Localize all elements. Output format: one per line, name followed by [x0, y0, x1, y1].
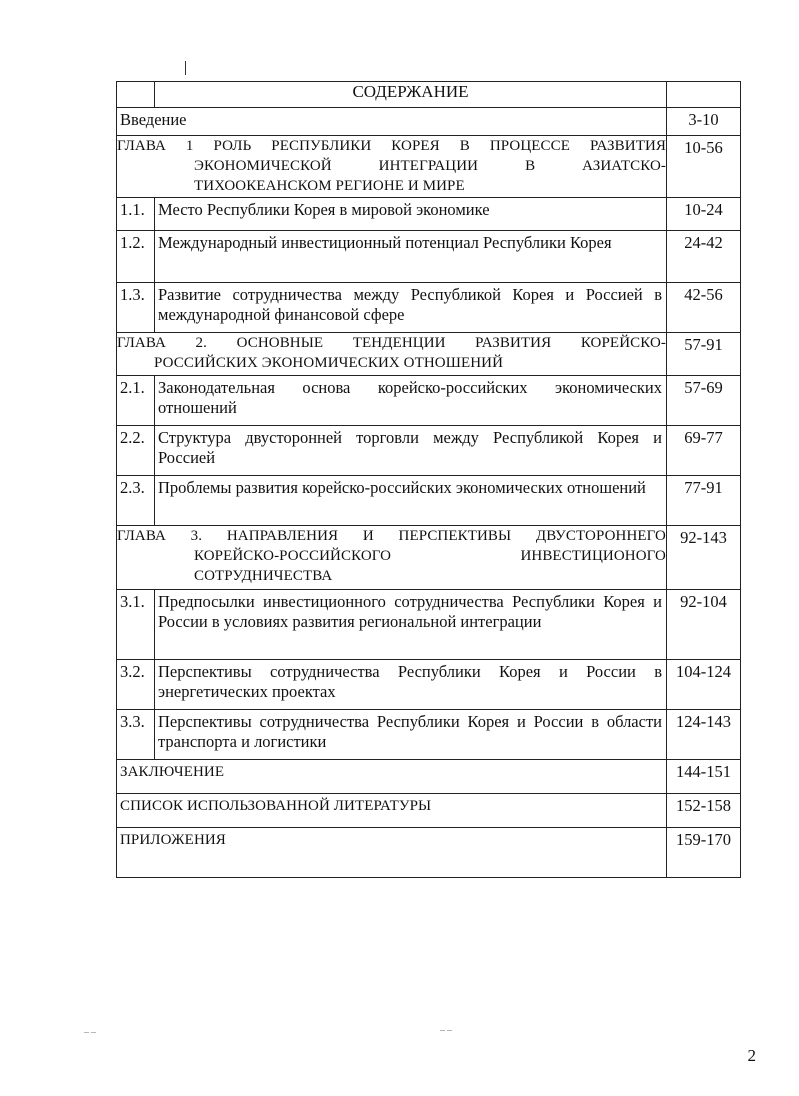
toc-title: СОДЕРЖАНИЕ [155, 82, 667, 108]
toc-row-1-3 [117, 283, 741, 333]
section-pages: 69-77 [684, 428, 723, 447]
section-number: 1.3. [120, 285, 145, 304]
section-pages: 10-24 [684, 200, 723, 219]
toc-row-1-2 [117, 231, 741, 283]
section-title: Международный инвестиционный потенциал Республики Корея [158, 233, 612, 252]
section-title: Проблемы развития корейско-российских экономических отношений [158, 478, 646, 497]
toc-row-appendix [117, 828, 741, 878]
toc-row-1-1 [117, 198, 741, 231]
table-of-contents [116, 81, 741, 878]
references-pages: 152-158 [676, 796, 731, 815]
toc-row-3-1 [117, 590, 741, 660]
section-pages: 104-124 [676, 662, 731, 681]
chapter3-line3: СОТРУДНИЧЕСТВА [194, 568, 333, 584]
toc-row-2-1 [117, 376, 741, 426]
scan-artifact: –– [84, 1027, 98, 1038]
toc-row-3-2 [117, 660, 741, 710]
references-label: СПИСОК ИСПОЛЬЗОВАННОЙ ЛИТЕРАТУРЫ [120, 798, 432, 814]
chapter1-pages: 10-56 [684, 138, 723, 157]
chapter2-line2: РОССИЙСКИХ ЭКОНОМИЧЕСКИХ ОТНОШЕНИЙ [154, 355, 504, 371]
section-title: Перспективы сотрудничества Республики Корея и России в энергетических проектах [158, 662, 662, 701]
chapter3-line2: КОРЕЙСКО-РОССИЙСКОГО ИНВЕСТИЦИОНОГО [194, 548, 666, 564]
toc-row-chapter2 [117, 333, 741, 376]
chapter1-line1: ГЛАВА 1 РОЛЬ РЕСПУБЛИКИ КОРЕЯ В ПРОЦЕССЕ РАЗВИТИЯ [117, 138, 666, 154]
chapter2-line1: ГЛАВА 2. ОСНОВНЫЕ ТЕНДЕНЦИИ РАЗВИТИЯ КОРЕЙСКО- [117, 335, 666, 351]
section-pages: 42-56 [684, 285, 723, 304]
chapter1-line2: ЭКОНОМИЧЕСКОЙ ИНТЕГРАЦИИ В АЗИАТСКО- [194, 158, 666, 174]
section-pages: 24-42 [684, 233, 723, 252]
section-pages: 77-91 [684, 478, 723, 497]
section-number: 3.1. [120, 592, 145, 611]
toc-row-references [117, 794, 741, 828]
toc-row-2-2 [117, 426, 741, 476]
section-number: 3.3. [120, 712, 145, 731]
toc-row-conclusion [117, 760, 741, 794]
section-title: Перспективы сотрудничества Республики Корея и России в области транспорта и логистики [158, 712, 662, 751]
section-number: 2.1. [120, 378, 145, 397]
intro-label: Введение [120, 110, 187, 129]
section-number: 3.2. [120, 662, 145, 681]
appendix-label: ПРИЛОЖЕНИЯ [120, 832, 226, 848]
toc-header-row [117, 82, 741, 108]
section-title: Предпосылки инвестиционного сотрудничества Республики Корея и России в условиях развития региональной интеграции [158, 592, 662, 631]
section-number: 2.2. [120, 428, 145, 447]
section-title: Законодательная основа корейско-российских экономических отношений [158, 378, 662, 417]
toc-row-chapter1 [117, 136, 741, 198]
section-pages: 92-104 [680, 592, 727, 611]
toc-row-2-3 [117, 476, 741, 526]
section-title: Место Республики Корея в мировой экономике [158, 200, 490, 219]
chapter1-line3: ТИХООКЕАНСКОМ РЕГИОНЕ И МИРЕ [194, 178, 465, 194]
header-empty-cell [117, 82, 155, 108]
section-pages: 124-143 [676, 712, 731, 731]
toc-row-chapter3 [117, 526, 741, 590]
section-pages: 57-69 [684, 378, 723, 397]
toc-row-3-3 [117, 710, 741, 760]
toc-row-intro [117, 108, 741, 136]
page-number: 2 [747, 1046, 756, 1065]
section-number: 1.1. [120, 200, 145, 219]
conclusion-label: ЗАКЛЮЧЕНИЕ [120, 764, 225, 780]
scan-artifact: –– [440, 1025, 454, 1036]
section-title: Структура двусторонней торговли между Республикой Корея и Россией [158, 428, 662, 467]
section-title: Развитие сотрудничества между Республикой Корея и Россией в международной финансовой сфере [158, 285, 662, 324]
section-number: 1.2. [120, 233, 145, 252]
header-page-cell [667, 82, 741, 108]
scan-mark [185, 61, 186, 75]
chapter2-pages: 57-91 [684, 335, 723, 354]
chapter3-pages: 92-143 [680, 528, 727, 547]
intro-pages: 3-10 [688, 110, 719, 129]
appendix-pages: 159-170 [676, 830, 731, 849]
conclusion-pages: 144-151 [676, 762, 731, 781]
chapter3-line1: ГЛАВА 3. НАПРАВЛЕНИЯ И ПЕРСПЕКТИВЫ ДВУСТОРОННЕГО [117, 528, 666, 544]
section-number: 2.3. [120, 478, 145, 497]
